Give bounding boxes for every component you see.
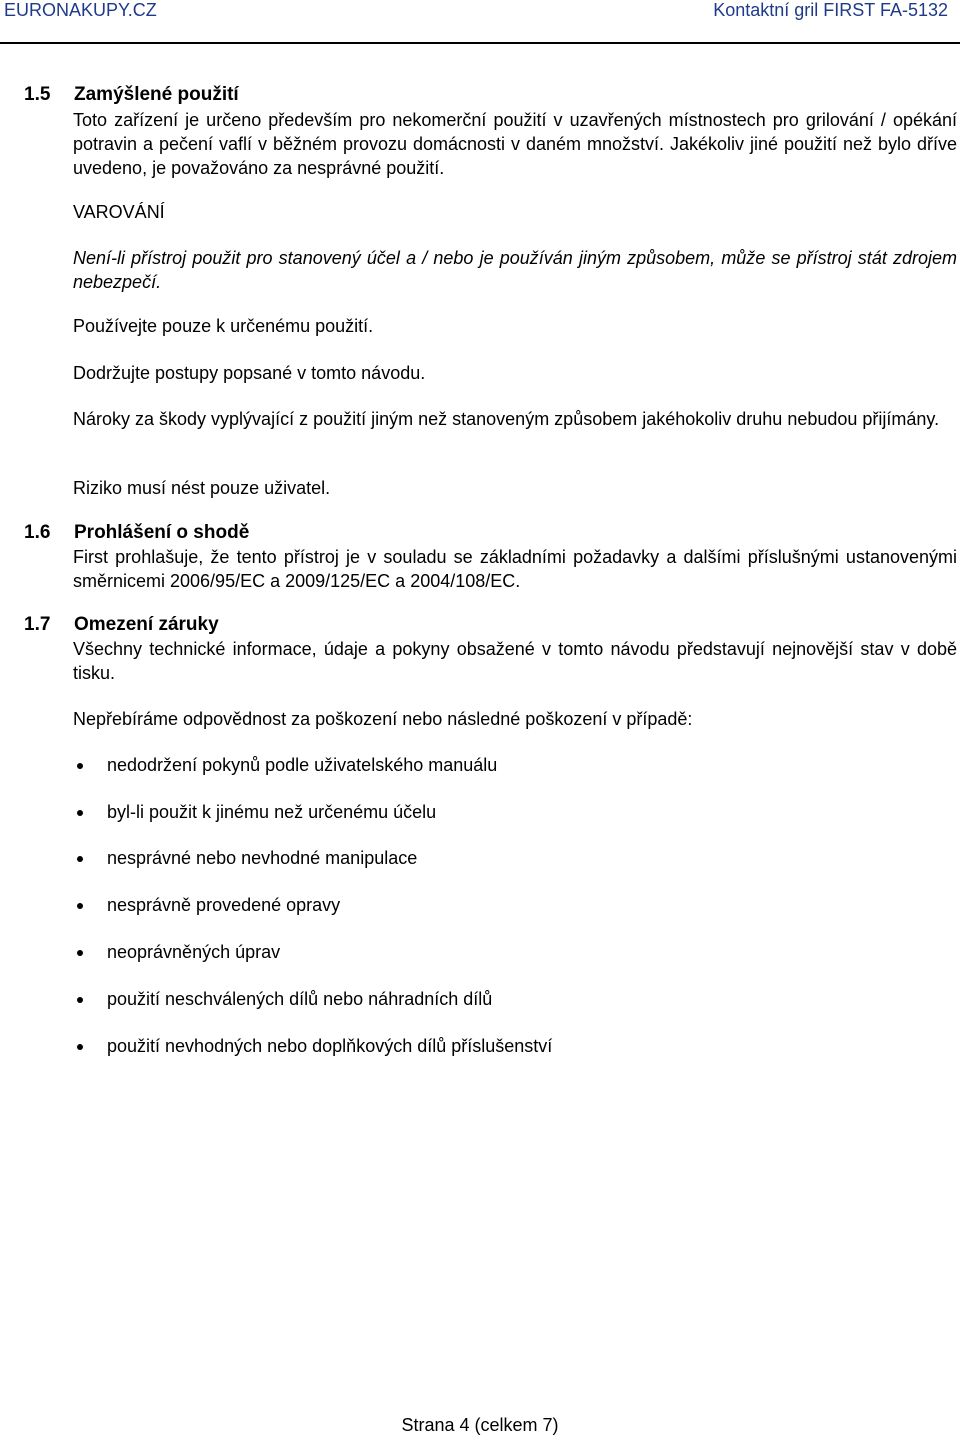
bullet-icon	[77, 997, 83, 1003]
header-site-name: EURONAKUPY.CZ	[4, 0, 157, 20]
bullet-icon	[77, 903, 83, 909]
paragraph-declaration: First prohlašuje, že tento přístroj je v souladu se základními požadavky a dalšími příslušnými ustanovenými směrnicemi 2006/95/EC a 2009/125/EC a 2004/108/EC.	[73, 547, 957, 591]
bullet-icon	[77, 763, 83, 769]
paragraph-intended-use: Toto zařízení je určeno především pro nekomerční použití v uzavřených místnostech pro grilování / opékání potravin a pečení vaflí v běžném provozu domácnosti v daném množství. Jakékoliv jiné použití než bylo dříve uvedeno, je považováno za nesprávné použití.	[73, 110, 957, 178]
section-number: 1.5	[24, 84, 51, 105]
header-product-name: Kontaktní gril FIRST FA-5132	[713, 0, 948, 20]
section-title: Omezení záruky	[74, 614, 219, 635]
bullet-icon	[77, 1044, 83, 1050]
section-heading-1-7	[24, 614, 219, 636]
bullet-icon	[77, 950, 83, 956]
warning-label: VAROVÁNÍ	[73, 202, 165, 222]
bullet-icon	[77, 856, 83, 862]
paragraph-claims: Nároky za škody vyplývající z použití jiným než stanoveným způsobem jakéhokoliv druhu nebudou přijímány.	[73, 409, 940, 429]
page-header	[0, 0, 960, 44]
paragraph-use-only-intended: Používejte pouze k určenému použití.	[73, 316, 374, 336]
section-number: 1.7	[24, 614, 51, 635]
bullet-icon	[77, 810, 83, 816]
section-number: 1.6	[24, 522, 51, 543]
paragraph-liability: Nepřebíráme odpovědnost za poškození nebo následné poškození v případě:	[73, 709, 693, 729]
page-footer: Strana 4 (celkem 7)	[401, 1415, 559, 1435]
section-title: Zamýšlené použití	[74, 84, 239, 105]
section-heading-1-6	[24, 522, 249, 544]
paragraph-follow-procedures: Dodržujte postupy popsané v tomto návodu.	[73, 363, 426, 383]
warning-text: Není-li přístroj použit pro stanovený účel a / nebo je používán jiným způsobem, může se přístroj stát zdrojem nebezpečí.	[73, 248, 957, 292]
paragraph-risk: Riziko musí nést pouze uživatel.	[73, 478, 331, 498]
section-title: Prohlášení o shodě	[74, 522, 250, 543]
section-heading-1-5	[24, 84, 239, 106]
paragraph-warranty-info: Všechny technické informace, údaje a pokyny obsažené v tomto návodu představují nejnovější stav v době tisku.	[73, 639, 957, 683]
